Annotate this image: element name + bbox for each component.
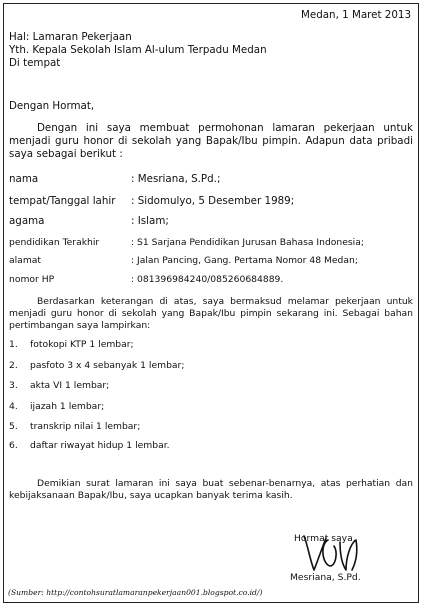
- signature-greeting: Hormat saya,: [294, 533, 356, 544]
- list-item-number: 1.: [9, 339, 18, 350]
- personal-value: : Jalan Pancing, Gang. Pertama Nomor 48 Medan;: [131, 255, 358, 266]
- intro-paragraph: Dengan ini saya membuat permohonan lamaran pekerjaan untuk menjadi guru honor di sekolah yang Bapak/Ibu pimpin. Adapun data pribadi saya sebagai berikut :: [9, 122, 413, 160]
- letter-date: Medan, 1 Maret 2013: [300, 9, 411, 21]
- signer-name: Mesriana, S.Pd.: [290, 572, 361, 583]
- personal-value: : 081396984240/085260684889.: [131, 274, 284, 285]
- list-item: transkrip nilai 1 lembar;: [30, 421, 141, 432]
- personal-value: : Sidomulyo, 5 Desember 1989;: [131, 195, 295, 207]
- list-item: fotokopi KTP 1 lembar;: [30, 339, 134, 350]
- list-item-number: 4.: [9, 401, 18, 412]
- list-item-number: 5.: [9, 421, 18, 432]
- personal-label: nomor HP: [9, 274, 55, 285]
- list-item: daftar riwayat hidup 1 lembar.: [30, 440, 170, 451]
- closing-paragraph: Demikian surat lamaran ini saya buat sebenar-benarnya, atas perhatian dan kebijaksanaan Bapak/Ibu, saya ucapkan banyak terima kasih.: [9, 478, 413, 501]
- list-item-number: 3.: [9, 380, 18, 391]
- personal-value: : Islam;: [131, 215, 169, 227]
- place-line: Di tempat: [9, 57, 61, 69]
- recipient-line: Yth. Kepala Sekolah Islam Al-ulum Terpadu Medan: [9, 44, 267, 56]
- personal-label: pendidikan Terakhir: [9, 237, 100, 248]
- source-note: (Sumber: http://contohsuratlamaranpekerjaan001.blogspot.co.id/): [8, 588, 263, 597]
- handwritten-signature: [300, 530, 360, 574]
- personal-label: agama: [9, 215, 45, 227]
- list-item: pasfoto 3 x 4 sebanyak 1 lembar;: [30, 360, 185, 371]
- subject-line: Hal: Lamaran Pekerjaan: [9, 31, 132, 43]
- personal-value: : S1 Sarjana Pendidikan Jurusan Bahasa Indonesia;: [131, 237, 364, 248]
- list-item-number: 6.: [9, 440, 18, 451]
- body-paragraph: Berdasarkan keterangan di atas, saya bermaksud melamar pekerjaan untuk menjadi guru honor di sekolah yang Bapak/Ibu pimpin sekarang ini. Sebagai bahan pertimbangan saya lampirkan:: [9, 296, 413, 331]
- list-item-number: 2.: [9, 360, 18, 371]
- personal-value: : Mesriana, S.Pd.;: [131, 173, 221, 185]
- personal-label: tempat/Tanggal lahir: [9, 195, 116, 207]
- list-item: akta VI 1 lembar;: [30, 380, 110, 391]
- personal-label: nama: [9, 173, 39, 185]
- greeting: Dengan Hormat,: [9, 100, 95, 112]
- list-item: ijazah 1 lembar;: [30, 401, 105, 412]
- personal-label: alamat: [9, 255, 41, 266]
